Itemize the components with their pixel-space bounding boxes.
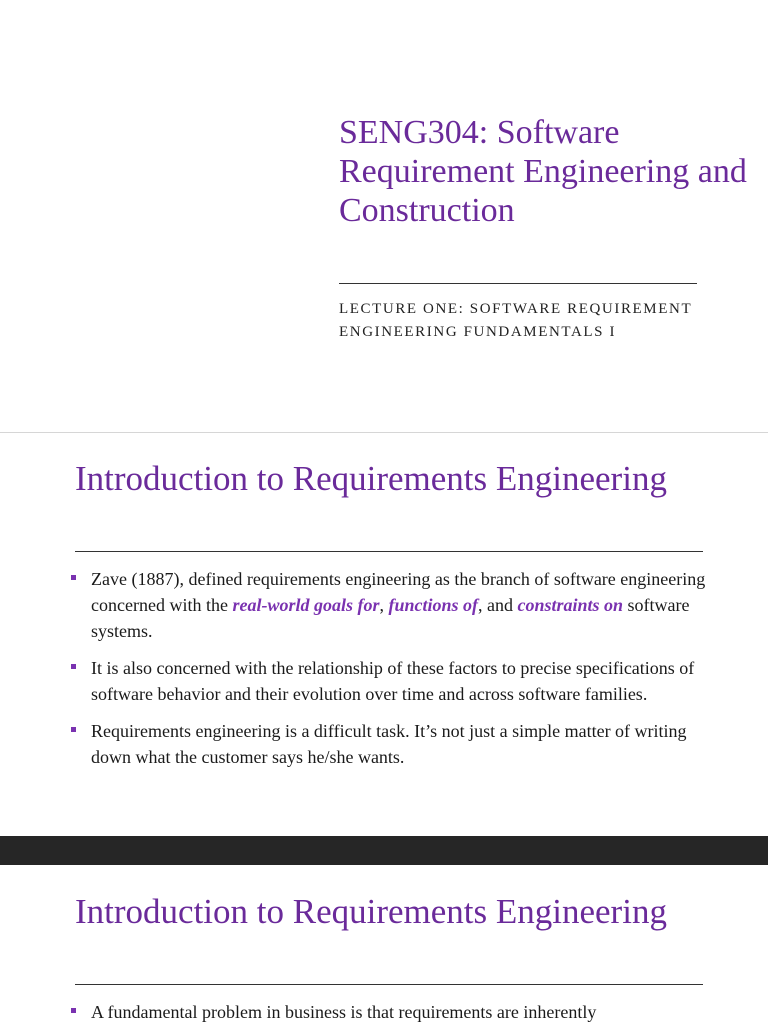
slide-separator-dark xyxy=(0,836,768,865)
bullet-text: , xyxy=(379,595,389,615)
title-divider xyxy=(75,551,703,552)
square-bullet-icon xyxy=(71,575,76,580)
emphasis-functions: functions of xyxy=(388,595,478,615)
bullet-list xyxy=(70,999,710,1024)
square-bullet-icon xyxy=(71,1008,76,1013)
slide-introduction-continued xyxy=(0,865,768,1024)
title-divider xyxy=(75,984,703,985)
emphasis-goals: real-world goals for xyxy=(232,595,380,615)
bullet-item xyxy=(70,999,710,1024)
deck-title: SENG304: Software Requirement Engineering and Construction xyxy=(339,114,747,229)
bullet-text: Requirements engineering is a difficult task. It’s not just a simple matter of writing down what the customer says he/she wants. xyxy=(91,721,687,767)
slide-title-page xyxy=(0,0,768,432)
bullet-text: software systems. xyxy=(91,595,690,641)
deck-subtitle: LECTURE ONE: SOFTWARE REQUIREMENT ENGINEERING FUNDAMENTALS I xyxy=(339,301,692,340)
slide-introduction xyxy=(0,433,768,836)
slide-title: Introduction to Requirements Engineering xyxy=(75,459,667,498)
title-divider xyxy=(339,283,697,284)
bullet-item xyxy=(70,566,710,644)
bullet-text: , and xyxy=(478,595,518,615)
bullet-text: A fundamental problem in business is that requirements are inherently xyxy=(91,1002,597,1022)
bullet-text: It is also concerned with the relationship of these factors to precise specifications of software behavior and their evolution over time and across software families. xyxy=(91,658,695,704)
bullet-item xyxy=(70,655,710,707)
square-bullet-icon xyxy=(71,727,76,732)
slide-title: Introduction to Requirements Engineering xyxy=(75,892,667,931)
bullet-item xyxy=(70,718,710,770)
emphasis-constraints: constraints on xyxy=(517,595,624,615)
square-bullet-icon xyxy=(71,664,76,669)
bullet-list xyxy=(70,566,710,770)
bullet-text: Zave (1887), defined requirements engineering as the branch of software engineering concerned with the xyxy=(91,569,706,615)
